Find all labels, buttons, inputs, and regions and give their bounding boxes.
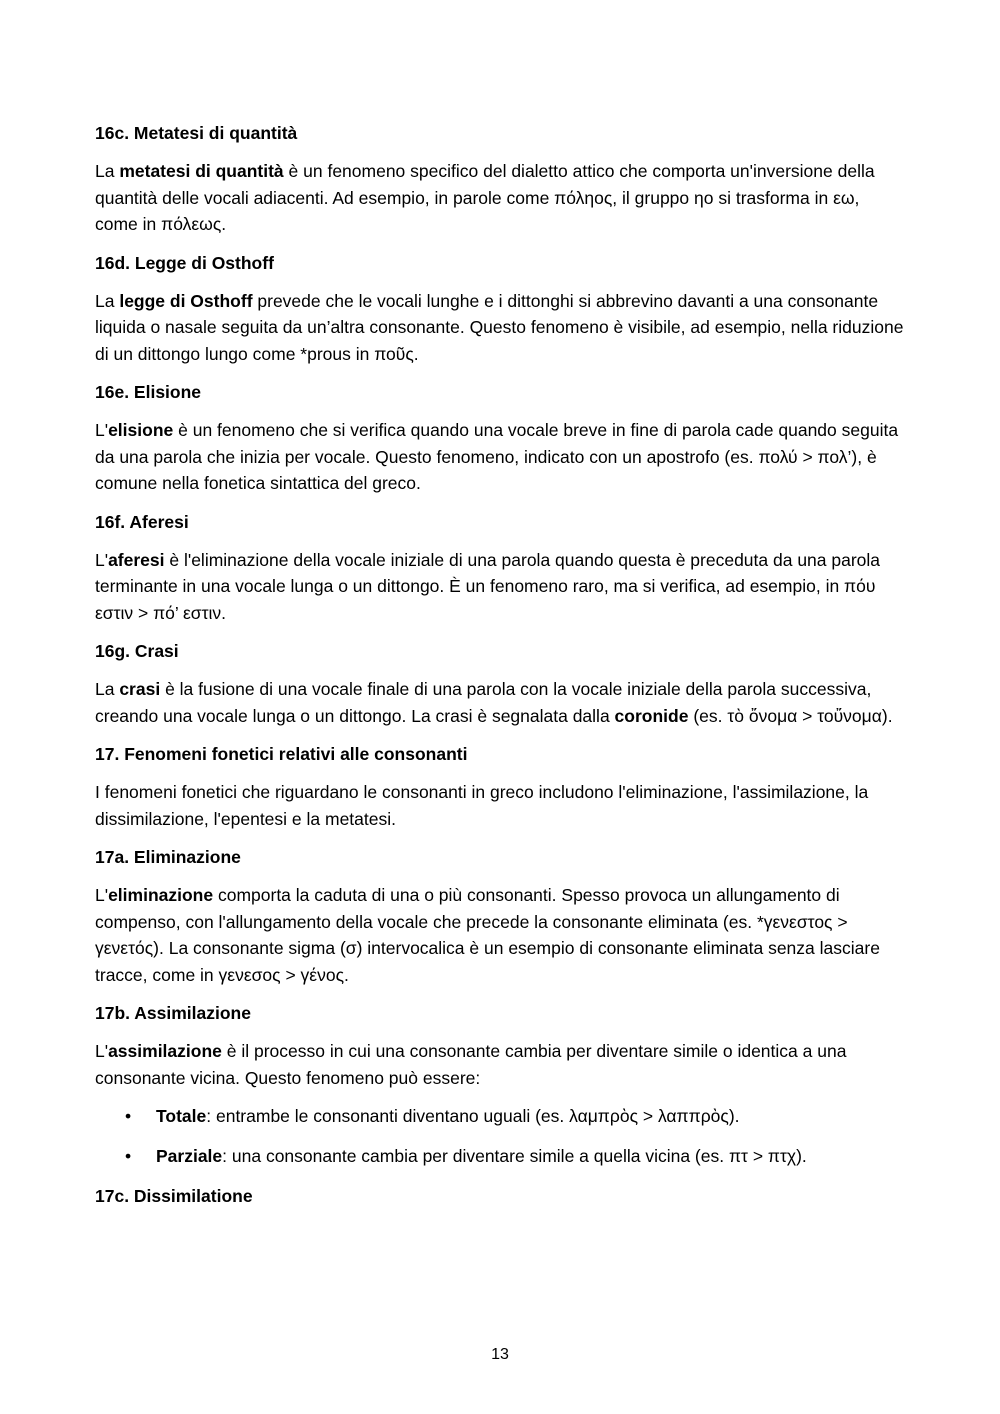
paragraph-17b: L'assimilazione è il processo in cui una consonante cambia per diventare simile o identica a una consonante vicina. Questo fenomeno può essere: bbox=[95, 1041, 847, 1088]
section-heading-16e: 16e. Elisione bbox=[95, 382, 202, 402]
list-item: • Parziale: una consonante cambia per diventare simile a quella vicina (es. πτ > πτχ). bbox=[95, 1143, 905, 1169]
paragraph-16c: La metatesi di quantità è un fenomeno specifico del dialetto attico che comporta un'inversione della quantità delle vocali adiacenti. Ad esempio, in parole come πόληος, il gruppo ηο si trasforma in εω, come in πόλεως. bbox=[95, 161, 875, 234]
bullet-icon: • bbox=[125, 1106, 132, 1126]
section-heading-17a: 17a. Eliminazione bbox=[95, 847, 241, 867]
document-page bbox=[95, 120, 905, 1221]
bullet-icon: • bbox=[125, 1146, 132, 1166]
paragraph-16f: L'aferesi è l'eliminazione della vocale iniziale di una parola quando questa è preceduta da una parola terminante in una vocale lunga o un dittongo. È un fenomeno raro, ma si verifica, ad esempio, in πόυ εστιν > πό’ εστιν. bbox=[95, 549, 881, 623]
paragraph-17: I fenomeni fonetici che riguardano le consonanti in greco includono l'eliminazione, l'assimilazione, la dissimilazione, l'epentesi e la metatesi. bbox=[95, 782, 869, 829]
paragraph-16g: La crasi è la fusione di una vocale finale di una parola con la vocale iniziale della parola successiva, creando una vocale lunga o un dittongo. La crasi è segnalata dalla coronide (es. τὸ ὄνομα > τοὔνομα). bbox=[95, 679, 893, 726]
paragraph-16e: L'elisione è un fenomeno che si verifica quando una vocale breve in fine di parola cade quando seguita da una parola che inizia per vocale. Questo fenomeno, indicato con un apostrofo (es. πολύ > πολ’), è comune nella fonetica sintattica del greco. bbox=[95, 420, 899, 493]
paragraph-17a: L'eliminazione comporta la caduta di una o più consonanti. Spesso provoca un allungamento di compenso, con l'allungamento della vocale che precede la consonante eliminata (es. *γενεστος > γενετός). La consonante sigma (σ) intervocalica è un esempio di consonante eliminata senza lasciare tracce, come in γενεσος > γένος. bbox=[95, 885, 880, 985]
section-heading-16c: 16c. Metatesi di quantità bbox=[95, 123, 298, 143]
section-heading-16g: 16g. Crasi bbox=[95, 641, 179, 661]
assimilation-types-list bbox=[95, 1103, 905, 1169]
section-heading-17: 17. Fenomeni fonetici relativi alle consonanti bbox=[95, 744, 468, 764]
list-item: • Totale: entrambe le consonanti diventano uguali (es. λαμπρὸς > λαππρὸς). bbox=[95, 1103, 905, 1129]
section-heading-17b: 17b. Assimilazione bbox=[95, 1003, 251, 1023]
section-heading-16d: 16d. Legge di Osthoff bbox=[95, 252, 274, 273]
section-heading-16f: 16f. Aferesi bbox=[95, 511, 189, 532]
paragraph-16d: La legge di Osthoff prevede che le vocali lunghe e i dittonghi si abbrevino davanti a una consonante liquida o nasale seguita da un’altra consonante. Questo fenomeno è visibile, ad esempio, nella riduzione di un dittongo lungo come *prous in ποῦς. bbox=[95, 290, 904, 364]
section-heading-17c: 17c. Dissimilatione bbox=[95, 1186, 253, 1206]
page-number: 13 bbox=[491, 1346, 509, 1363]
